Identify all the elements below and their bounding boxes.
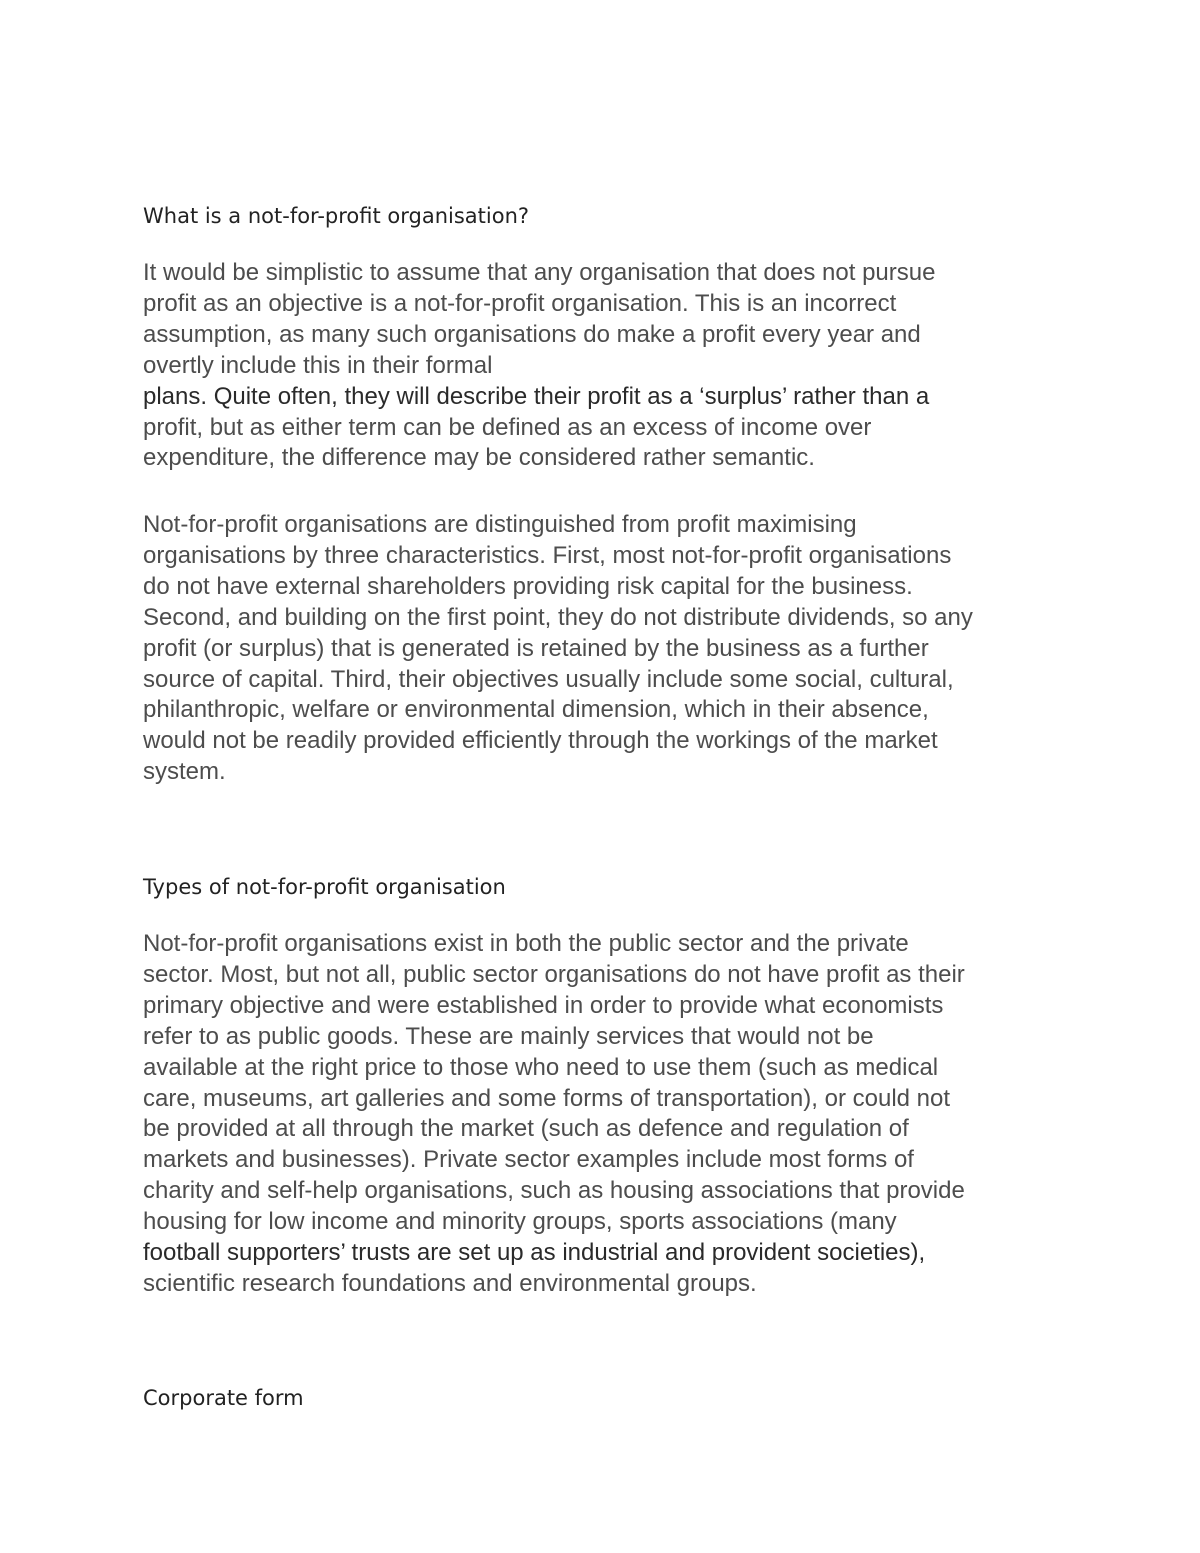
text-line: It would be simplistic to assume that any organisation that does not pursue (143, 259, 936, 286)
paragraph-definition (143, 258, 935, 474)
text-line: system. (143, 758, 226, 786)
text-line: housing for low income and minority groups, sports associations (many (143, 1208, 897, 1236)
text-line: be provided at all through the market (such as defence and regulation of (143, 1115, 909, 1143)
text-line: Not-for-profit organisations exist in both the public sector and the private (143, 930, 909, 957)
text-line: available at the right price to those who need to use them (such as medical (143, 1053, 939, 1081)
text-line: plans. Quite often, they will describe their profit as a ‘surplus’ rather than a (143, 382, 930, 410)
text-line: source of capital. Third, their objectives usually include some social, cultural, (143, 665, 954, 693)
text-line: expenditure, the difference may be considered rather semantic. (143, 444, 815, 472)
section-heading-corporate-form: Corporate form (143, 1386, 304, 1410)
text-line: profit (or surplus) that is generated is retained by the business as a further (143, 634, 929, 662)
paragraph-types (143, 929, 965, 1300)
section-heading-types: Types of not-for-profit organisation (143, 875, 506, 899)
text-line: Second, and building on the first point, they do not distribute dividends, so any (143, 603, 973, 631)
text-line: organisations by three characteristics. First, most not-for-profit organisations (143, 541, 952, 569)
text-line: overtly include this in their formal (143, 351, 493, 379)
text-line: football supporters’ trusts are set up as industrial and provident societies), (143, 1239, 926, 1267)
text-line: care, museums, art galleries and some forms of transportation), or could not (143, 1084, 951, 1112)
text-line: assumption, as many such organisations do make a profit every year and (143, 320, 921, 348)
text-line: profit as an objective is a not-for-profit organisation. This is an incorrect (143, 289, 897, 317)
text-line: profit, but as either term can be defined as an excess of income over (143, 413, 872, 441)
text-line: Not-for-profit organisations are distinguished from profit maximising (143, 511, 857, 538)
text-line: charity and self-help organisations, such as housing associations that provide (143, 1177, 965, 1205)
text-line: markets and businesses). Private sector examples include most forms of (143, 1146, 914, 1174)
text-line: refer to as public goods. These are mainly services that would not be (143, 1022, 874, 1050)
text-line: scientific research foundations and environmental groups. (143, 1269, 757, 1297)
text-line: would not be readily provided efficiently through the workings of the market (143, 727, 938, 755)
text-line: sector. Most, but not all, public sector organisations do not have profit as their (143, 960, 965, 988)
section-heading-what-is: What is a not-for-profit organisation? (143, 204, 530, 228)
text-line: primary objective and were established in order to provide what economists (143, 991, 944, 1019)
text-line: do not have external shareholders providing risk capital for the business. (143, 572, 913, 600)
paragraph-characteristics (143, 510, 973, 788)
text-line: philanthropic, welfare or environmental dimension, which in their absence, (143, 696, 929, 724)
